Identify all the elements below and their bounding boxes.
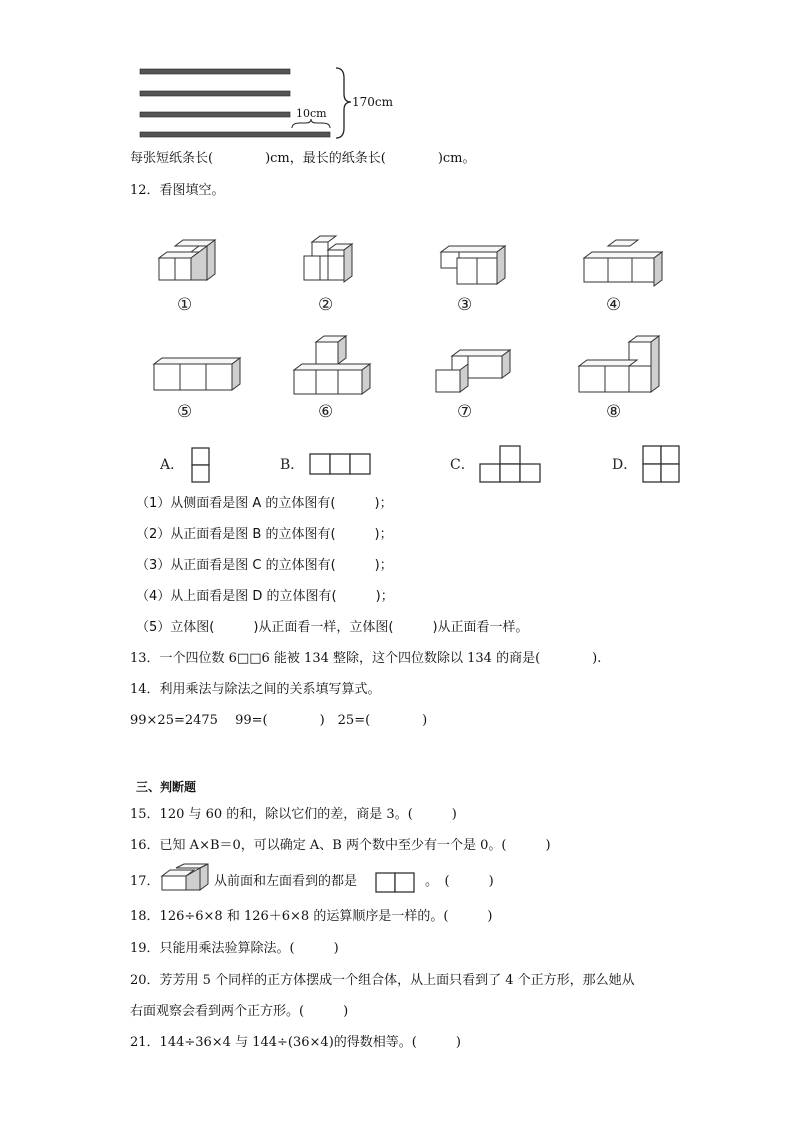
option-c-label: C．	[450, 457, 475, 473]
q17-solid-figure	[160, 864, 212, 894]
q18-text: 18．126÷6×8 和 126＋6×8 的运算顺序是一样的。( )	[130, 909, 493, 924]
figure-1	[155, 240, 225, 290]
figure-4	[578, 240, 668, 290]
figure-1-label: ①	[177, 295, 193, 315]
figure-4-label: ④	[606, 295, 622, 315]
q21-text: 21．144÷36×4 与 144÷(36×4)的得数相等。( )	[130, 1035, 461, 1050]
q19-text: 19．只能用乘法验算除法。( )	[130, 941, 339, 956]
diff-label: 10cm	[296, 107, 327, 120]
figure-2-label: ②	[318, 295, 334, 315]
q17-tail: 。 ( )	[425, 874, 494, 889]
figure-2	[298, 236, 368, 290]
figure-7-label: ⑦	[457, 402, 473, 422]
q12-sub-5: （5）立体图( )从正面看一样，立体图( )从正面看一样。	[136, 620, 529, 635]
q12-title: 12．看图填空。	[130, 183, 225, 198]
q12-sub-4: （4）从上面看是图 D 的立体图有( )；	[136, 589, 394, 604]
figure-labels-row1	[0, 290, 794, 320]
section-3-title: 三、判断题	[136, 780, 197, 794]
q12-sub-3: （3）从正面看是图 C 的立体图有( )；	[136, 558, 393, 573]
figure-8-label: ⑧	[606, 402, 622, 422]
q14-equation: 99×25=2475 99=( ) 25=( )	[130, 713, 428, 728]
q12-sub-1: （1）从侧面看是图 A 的立体图有( )；	[136, 496, 393, 511]
q17-view-figure	[375, 872, 417, 894]
q20-line-1: 20．芳芳用 5 个同样的正方体摆成一个组合体，从上面只看到了 4 个正方形，那么她从	[130, 973, 635, 988]
q14-title: 14．利用乘法与除法之间的关系填写算式。	[130, 682, 381, 697]
figure-3-label: ③	[457, 295, 473, 315]
q15-text: 15．120 与 60 的和，除以它们的差，商是 3。( )	[130, 807, 457, 822]
q17-text: 从前面和左面看到的都是	[214, 874, 358, 889]
figure-5	[150, 350, 250, 395]
total-label: 170cm	[352, 95, 394, 109]
view-options	[0, 440, 794, 490]
figure-labels-row2	[0, 397, 794, 427]
option-b-label: B．	[280, 457, 305, 473]
q11-text: 每张短纸条长( )cm，最长的纸条长( )cm。	[130, 151, 476, 166]
figure-8	[575, 336, 670, 396]
q16-text: 16．已知 A×B＝0，可以确定 A、B 两个数中至少有一个是 0。( )	[130, 838, 551, 853]
figure-6	[290, 336, 380, 396]
q12-sub-2: （2）从正面看是图 B 的立体图有( )；	[136, 527, 393, 542]
q17-number: 17．	[130, 874, 160, 889]
figure-5-label: ⑤	[177, 402, 193, 422]
figure-3	[435, 242, 520, 290]
q13-text: 13．一个四位数 6□□6 能被 134 整除，这个四位数除以 134 的商是( ).	[130, 651, 602, 666]
paper-strips-figure	[130, 62, 410, 142]
figure-7	[432, 344, 522, 396]
q20-line-2: 右面观察会看到两个正方形。( )	[130, 1004, 349, 1019]
figure-6-label: ⑥	[318, 402, 334, 422]
option-a-label: A．	[160, 457, 185, 473]
option-d-label: D．	[612, 457, 638, 473]
